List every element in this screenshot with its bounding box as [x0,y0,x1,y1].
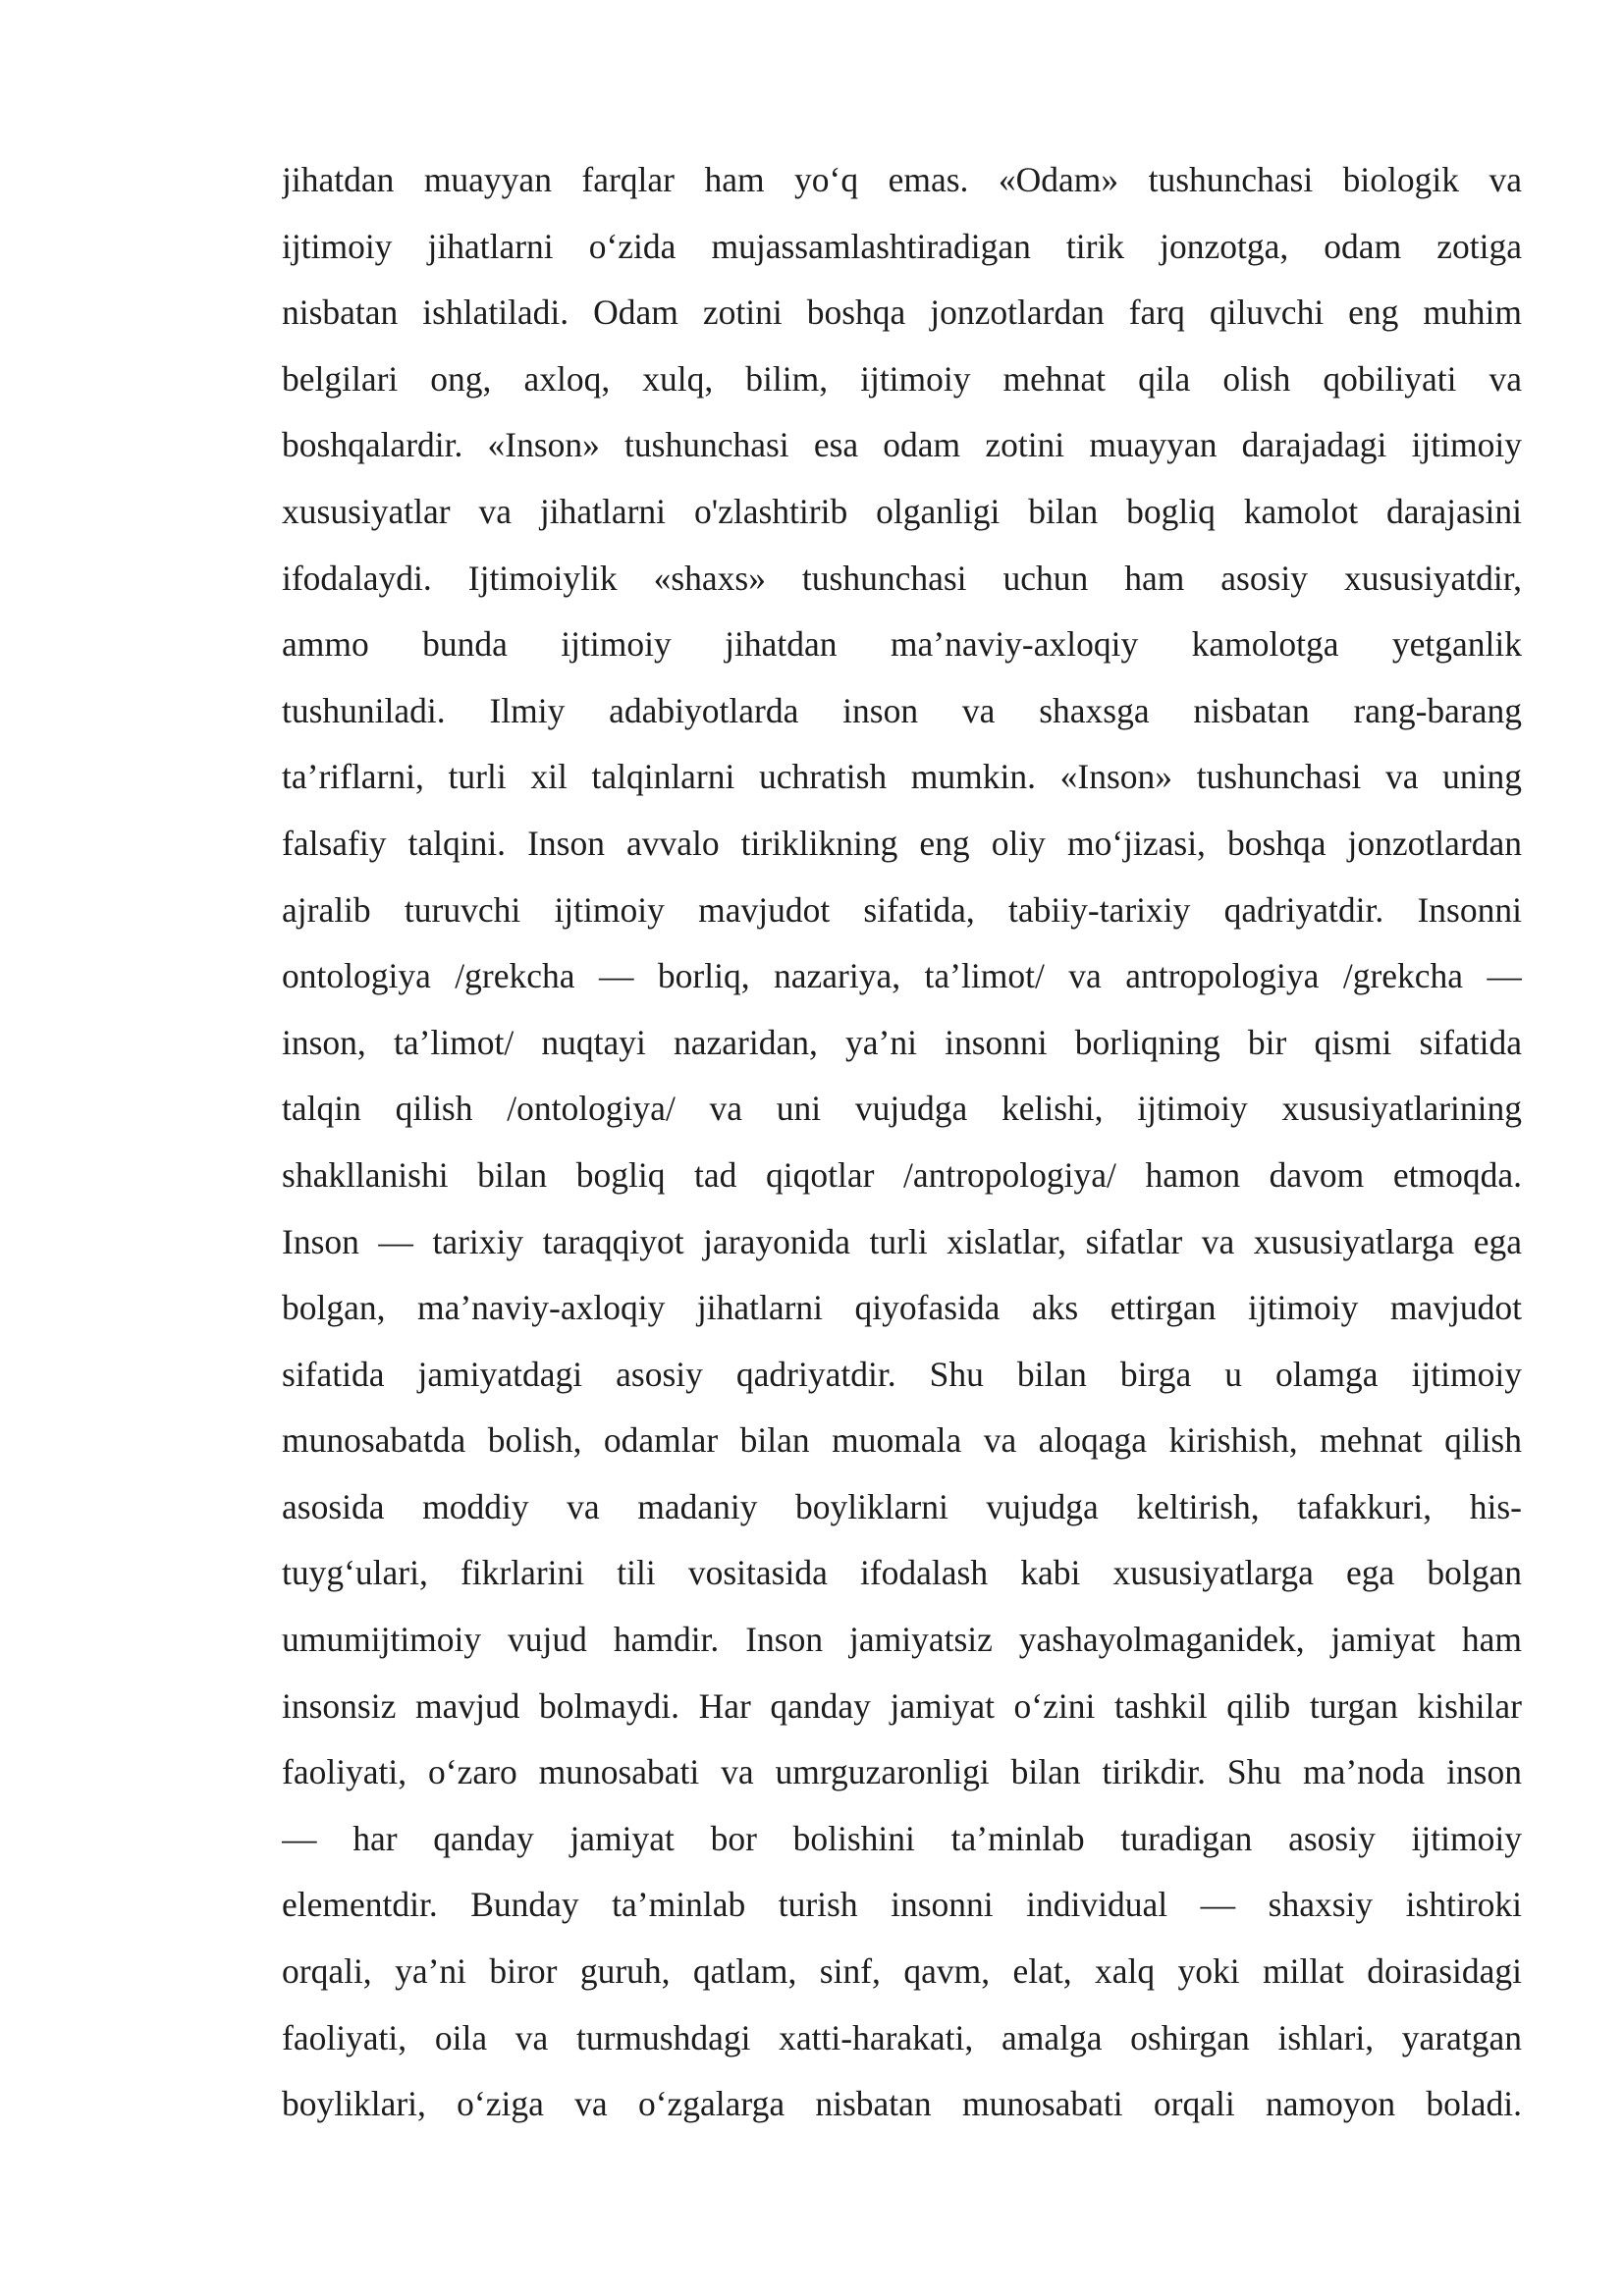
text-line: shakllanishi bilan bogliq tad qiqotlar /antropologiya/ hamon davom etmoqda. [282,1154,1522,1195]
text-line: ijtimoiy jihatlarni o‘zida mujassamlashtiradigan tirik jonzotga, odam zotiga [282,226,1522,266]
text-line: faoliyati, o‘zaro munosabati va umrguzaronligi bilan tirikdir. Shu ma’noda inson [282,1752,1522,1792]
text-line: ta’riflarni, turli xil talqinlarni uchratish mumkin. «Inson» tushunchasi va uning [282,757,1522,797]
text-line: faoliyati, oila va turmushdagi xatti-harakati, amalga oshirgan ishlari, yaratgan [282,2017,1522,2057]
text-line: umumijtimoiy vujud hamdir. Inson jamiyatsiz yashayolmaganidek, jamiyat ham [282,1620,1522,1660]
text-line: bolgan, ma’naviy-axloqiy jihatlarni qiyofasida aks ettirgan ijtimoiy mavjudot [282,1288,1522,1328]
text-line: ajralib turuvchi ijtimoiy mavjudot sifatida, tabiiy-tarixiy qadriyatdir. Insonni [282,889,1522,930]
text-line: — har qanday jamiyat bor bolishini ta’minlab turadigan asosiy ijtimoiy [282,1818,1522,1858]
text-line: talqin qilish /ontologiya/ va uni vujudga kelishi, ijtimoiy xususiyatlarining [282,1089,1522,1129]
text-line: tuyg‘ulari, fikrlarini tili vositasida ifodalash kabi xususiyatlarga ega bolgan [282,1553,1522,1593]
text-line: asosida moddiy va madaniy boyliklarni vujudga keltirish, tafakkuri, his- [282,1486,1522,1526]
text-line: sifatida jamiyatdagi asosiy qadriyatdir. Shu bilan birga u olamga ijtimoiy [282,1354,1522,1394]
text-line: falsafiy talqini. Inson avvalo tiriklikning eng oliy mo‘jizasi, boshqa jonzotlardan [282,823,1522,863]
text-line: jihatdan muayyan farqlar ham yo‘q emas. «Odam» tushunchasi biologik va [282,160,1522,199]
text-line: munosabatda bolish, odamlar bilan muomala va aloqaga kirishish, mehnat qilish [282,1420,1522,1461]
text-line: tushuniladi. Ilmiy adabiyotlarda inson va shaxsga nisbatan rang-barang [282,690,1522,730]
text-line: ifodalaydi. Ijtimoiylik «shaxs» tushunchasi uchun ham asosiy xususiyatdir, [282,558,1522,598]
text-line: Inson — tarixiy taraqqiyot jarayonida turli xislatlar, sifatlar va xususiyatlarga ega [282,1221,1522,1261]
text-line: orqali, ya’ni biror guruh, qatlam, sinf, qavm, elat, xalq yoki millat doirasidagi [282,1951,1522,1992]
text-line: boyliklari, o‘ziga va o‘zgalarga nisbatan munosabati orqali namoyon boladi. [282,2084,1522,2124]
text-line: boshqalardir. «Inson» tushunchasi esa odam zotini muayyan darajadagi ijtimoiy [282,425,1522,465]
text-line: belgilari ong, axloq, xulq, bilim, ijtimoiy mehnat qila olish qobiliyati va [282,358,1522,399]
text-line: ammo bunda ijtimoiy jihatdan ma’naviy-axloqiy kamolotga yetganlik [282,624,1522,665]
body-text [282,150,1522,2141]
text-line: xususiyatlar va jihatlarni o'zlashtirib olganligi bilan bogliq kamolot darajasini [282,491,1522,531]
text-line: nisbatan ishlatiladi. Odam zotini boshqa jonzotlardan farq qiluvchi eng muhim [282,293,1522,333]
text-line: elementdir. Bunday ta’minlab turish insonni individual — shaxsiy ishtiroki [282,1885,1522,1925]
text-line: ontologiya /grekcha — borliq, nazariya, ta’limot/ va antropologiya /grekcha — [282,956,1522,996]
text-line: inson, ta’limot/ nuqtayi nazaridan, ya’ni insonni borliqning bir qismi sifatida [282,1022,1522,1062]
text-line: insonsiz mavjud bolmaydi. Har qanday jamiyat o‘zini tashkil qilib turgan kishilar [282,1685,1522,1726]
